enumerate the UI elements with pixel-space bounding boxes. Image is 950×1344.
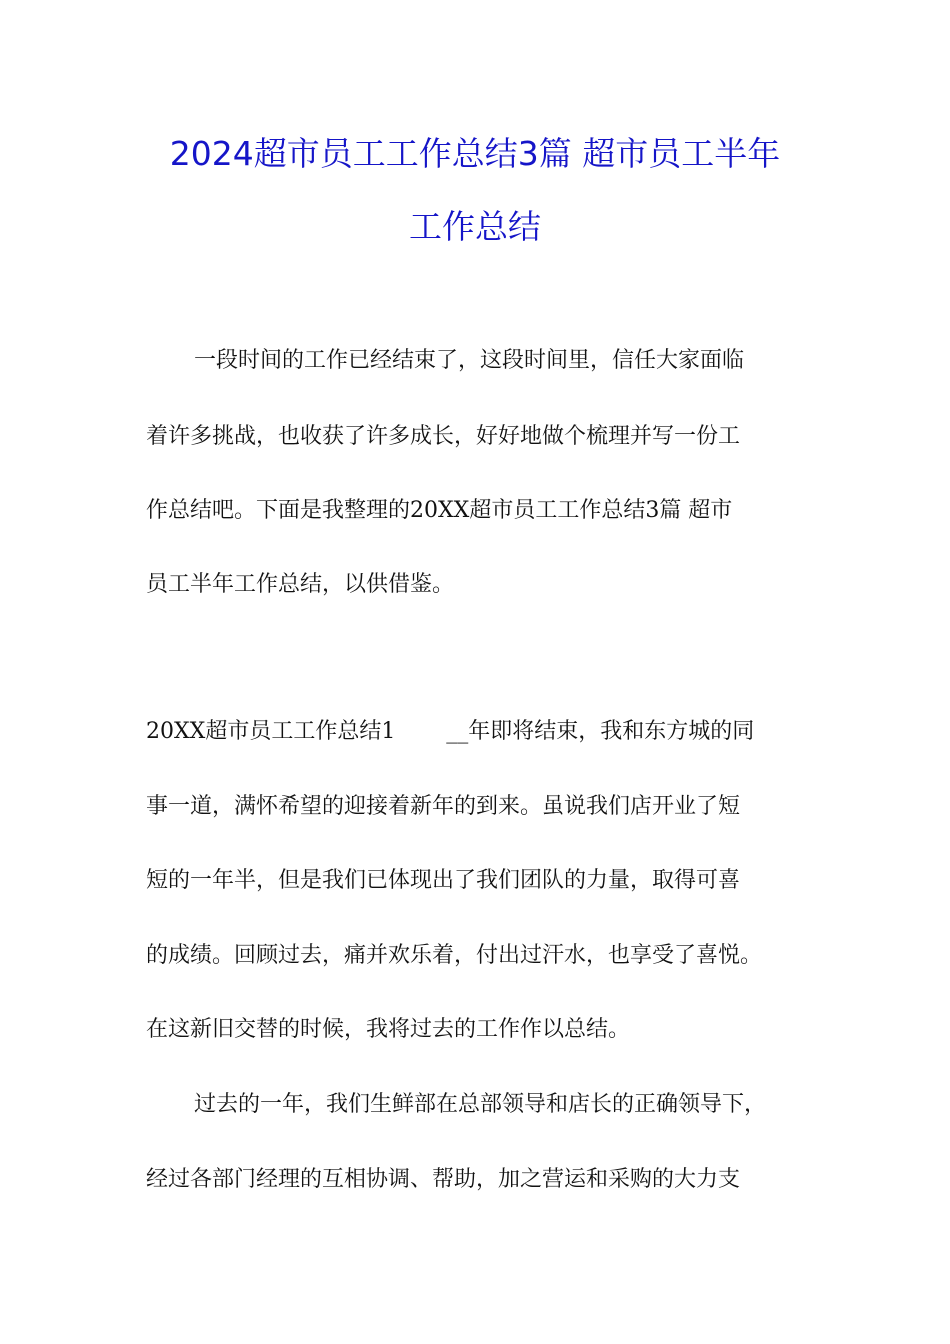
section1-line-5: 在这新旧交替的时候，我将过去的工作作以总结。 [146, 1017, 631, 1042]
intro-line-4: 员工半年工作总结，以供借鉴。 [146, 572, 455, 597]
section1-line-3: 短的一年半，但是我们已体现出了我们团队的力量，取得可喜 [146, 868, 741, 893]
section1-line-4: 的成绩。回顾过去，痛并欢乐着，付出过汗水，也享受了喜悦。 [146, 943, 763, 968]
section2-line-1: 过去的一年，我们生鲜部在总部领导和店长的正确领导下， [194, 1092, 767, 1117]
intro-line-1: 一段时间的工作已经结束了，这段时间里，信任大家面临 [194, 348, 745, 373]
document-title-line-2: 工作总结 [409, 207, 541, 246]
document-title-line-1: 2024超市员工工作总结3篇 超市员工半年 [169, 134, 781, 173]
intro-line-3: 作总结吧。下面是我整理的20XX超市员工工作总结3篇 超市 [146, 498, 733, 523]
intro-line-2: 着许多挑战，也收获了许多成长，好好地做个梳理并写一份工 [146, 424, 741, 449]
section1-line-1: 20XX超市员工工作总结1 __年即将结束，我和东方城的同 [146, 719, 755, 744]
section1-line-2: 事一道，满怀希望的迎接着新年的到来。虽说我们店开业了短 [146, 794, 741, 819]
section2-line-2: 经过各部门经理的互相协调、帮助，加之营运和采购的大力支 [146, 1167, 741, 1192]
